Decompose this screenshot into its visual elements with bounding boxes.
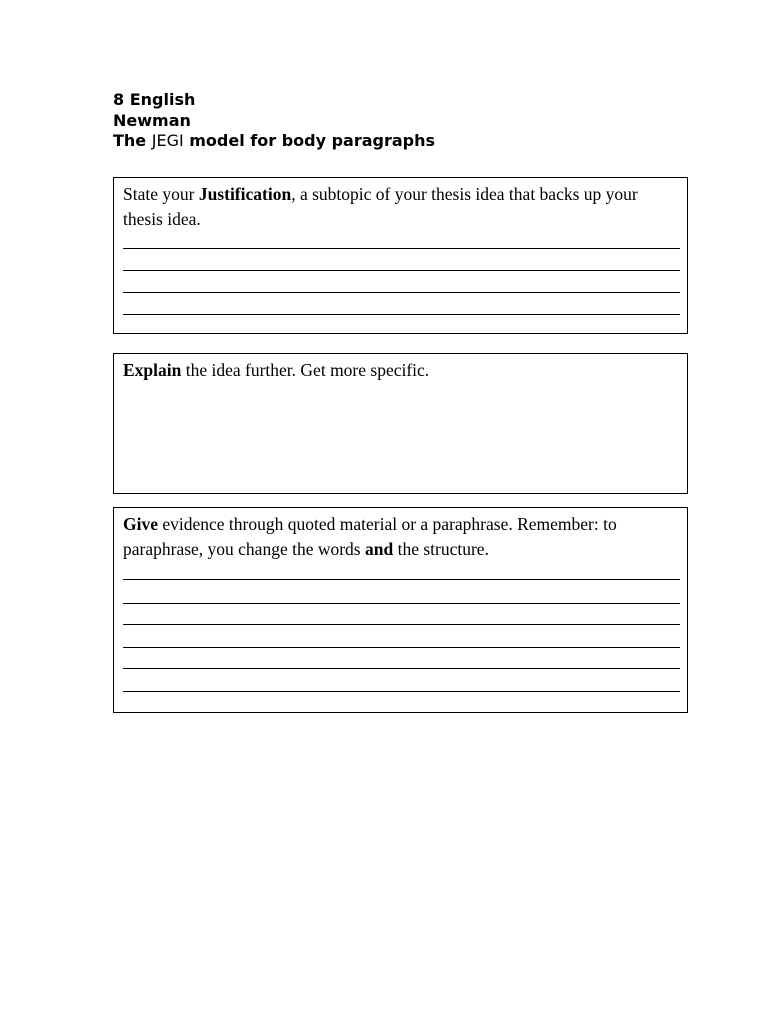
- writing-line[interactable]: [123, 248, 680, 249]
- class-label: 8 English: [113, 90, 196, 109]
- writing-line[interactable]: [123, 647, 680, 648]
- justification-text-before: State your: [123, 184, 199, 204]
- title-suffix: model for body paragraphs: [183, 131, 436, 150]
- explain-prompt: [123, 358, 677, 383]
- give-evidence-box: [113, 507, 688, 713]
- writing-line[interactable]: [123, 292, 680, 293]
- explain-term: Explain: [123, 360, 182, 380]
- give-text-part1: evidence through quoted material or a paraphrase. Remember: to paraphrase, you change the words: [123, 514, 617, 559]
- writing-line[interactable]: [123, 624, 680, 625]
- writing-line[interactable]: [123, 668, 680, 669]
- writing-line[interactable]: [123, 603, 680, 604]
- explain-text-after: the idea further. Get more specific.: [181, 360, 430, 380]
- title-acronym: JEGI: [151, 131, 184, 150]
- worksheet-title: [113, 131, 435, 152]
- justification-prompt: [123, 182, 677, 232]
- give-term: Give: [123, 514, 158, 534]
- writing-line[interactable]: [123, 691, 680, 692]
- justification-text-after: , a subtopic of your thesis idea that backs up your thesis idea.: [123, 184, 638, 229]
- give-and-term: and: [365, 539, 394, 559]
- writing-line[interactable]: [123, 270, 680, 271]
- writing-line[interactable]: [123, 314, 680, 315]
- title-prefix: The: [113, 131, 152, 150]
- explain-box[interactable]: [113, 353, 688, 494]
- give-text-part2: the structure.: [393, 539, 489, 559]
- worksheet-header: [113, 90, 435, 152]
- give-prompt: [123, 512, 677, 562]
- writing-line[interactable]: [123, 579, 680, 580]
- teacher-name: Newman: [113, 110, 191, 130]
- justification-term: Justification: [198, 184, 292, 204]
- justification-box: [113, 177, 688, 334]
